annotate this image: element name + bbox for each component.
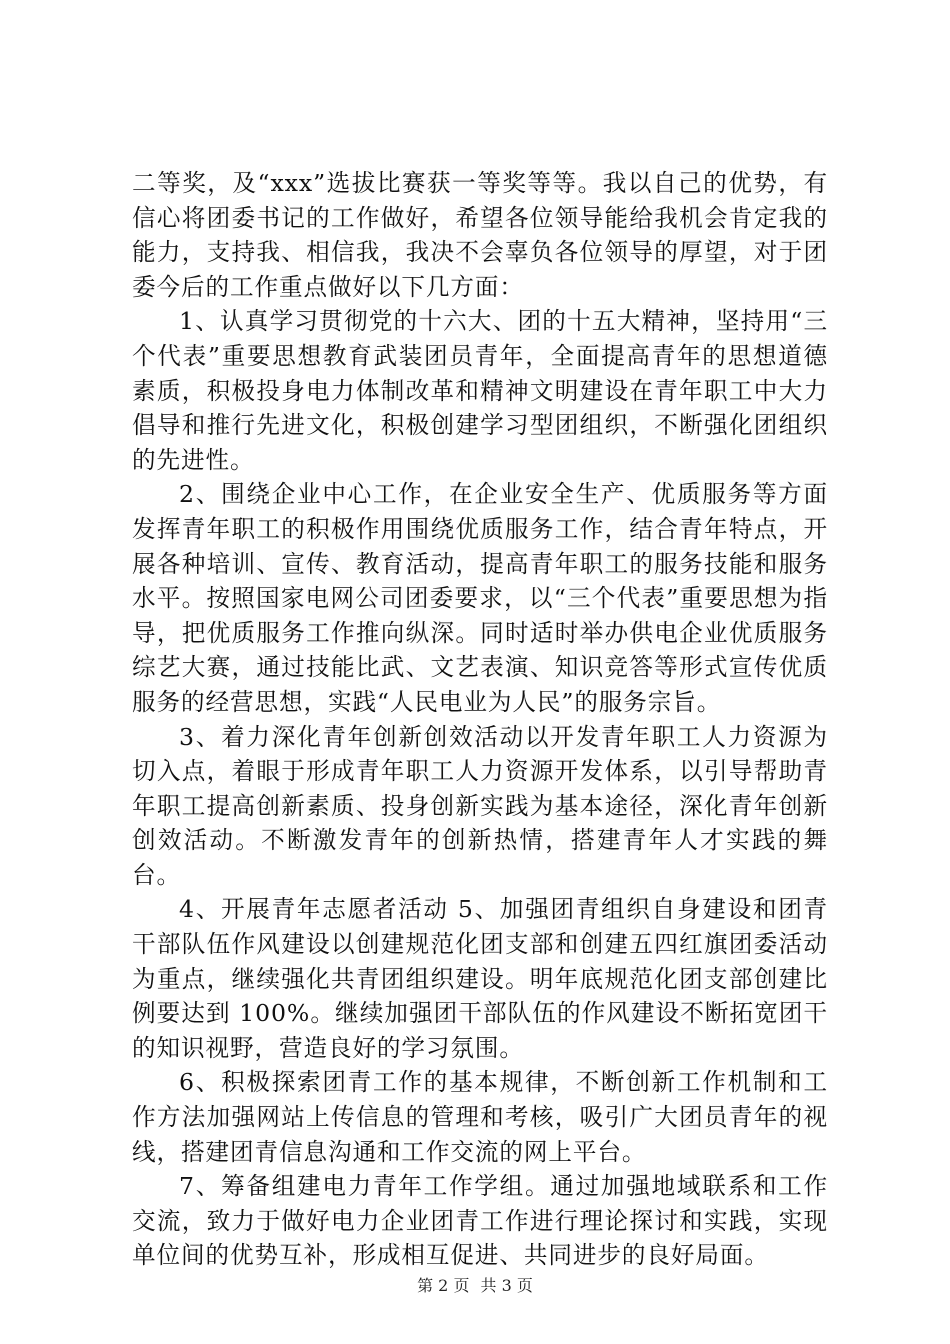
- paragraph-item-2: 2、围绕企业中心工作，在企业安全生产、优质服务等方面发挥青年职工的积极作用围绕优质服务工作，结合青年特点，开展各种培训、宣传、教育活动，提高青年职工的服务技能和服务水平。按照国家电网公司团委要求，以“三个代表”重要思想为指导，把优质服务工作推向纵深。同时适时举办供电企业优质服务综艺大赛，通过技能比武、文艺表演、知识竞答等形式宣传优质服务的经营思想，实践“人民电业为人民”的服务宗旨。: [132, 480, 828, 716]
- page-number: 第 2 页: [417, 1276, 470, 1295]
- document-body: [132, 166, 828, 1273]
- page-footer: [0, 1276, 950, 1296]
- paragraph-item-7: 7、筹备组建电力青年工作学组。通过加强地域联系和工作交流，致力于做好电力企业团青工作进行理论探讨和实践，实现单位间的优势互补，形成相互促进、共同进步的良好局面。: [132, 1172, 828, 1270]
- paragraph-item-1: 1、认真学习贯彻党的十六大、团的十五大精神，坚持用“三个代表”重要思想教育武装团员青年，全面提高青年的思想道德素质，积极投身电力体制改革和精神文明建设在青年职工中大力倡导和推行先进文化，积极创建学习型团组织，不断强化团组织的先进性。: [132, 307, 828, 474]
- paragraph-item-4-5: 4、开展青年志愿者活动 5、加强团青组织自身建设和团青干部队伍作风建设以创建规范化团支部和创建五四红旗团委活动为重点，继续强化共青团组织建设。明年底规范化团支部创建比例要达到 100%。继续加强团干部队伍的作风建设不断拓宽团干的知识视野，营造良好的学习氛围。: [132, 895, 828, 1062]
- paragraph-item-6: 6、积极探索团青工作的基本规律，不断创新工作机制和工作方法加强网站上传信息的管理和考核，吸引广大团员青年的视线，搭建团青信息沟通和工作交流的网上平台。: [132, 1068, 828, 1166]
- paragraph-item-3: 3、着力深化青年创新创效活动以开发青年职工人力资源为切入点，着眼于形成青年职工人力资源开发体系，以引导帮助青年职工提高创新素质、投身创新实践为基本途径，深化青年创新创效活动。不断激发青年的创新热情，搭建青年人才实践的舞台。: [132, 722, 828, 889]
- page-total: 共 3 页: [480, 1276, 533, 1295]
- paragraph-intro: 二等奖，及“xxx”选拔比赛获一等奖等等。我以自己的优势，有信心将团委书记的工作做好，希望各位领导能给我机会肯定我的能力，支持我、相信我，我决不会辜负各位领导的厚望，对于团委今后的工作重点做好以下几方面：: [132, 169, 828, 301]
